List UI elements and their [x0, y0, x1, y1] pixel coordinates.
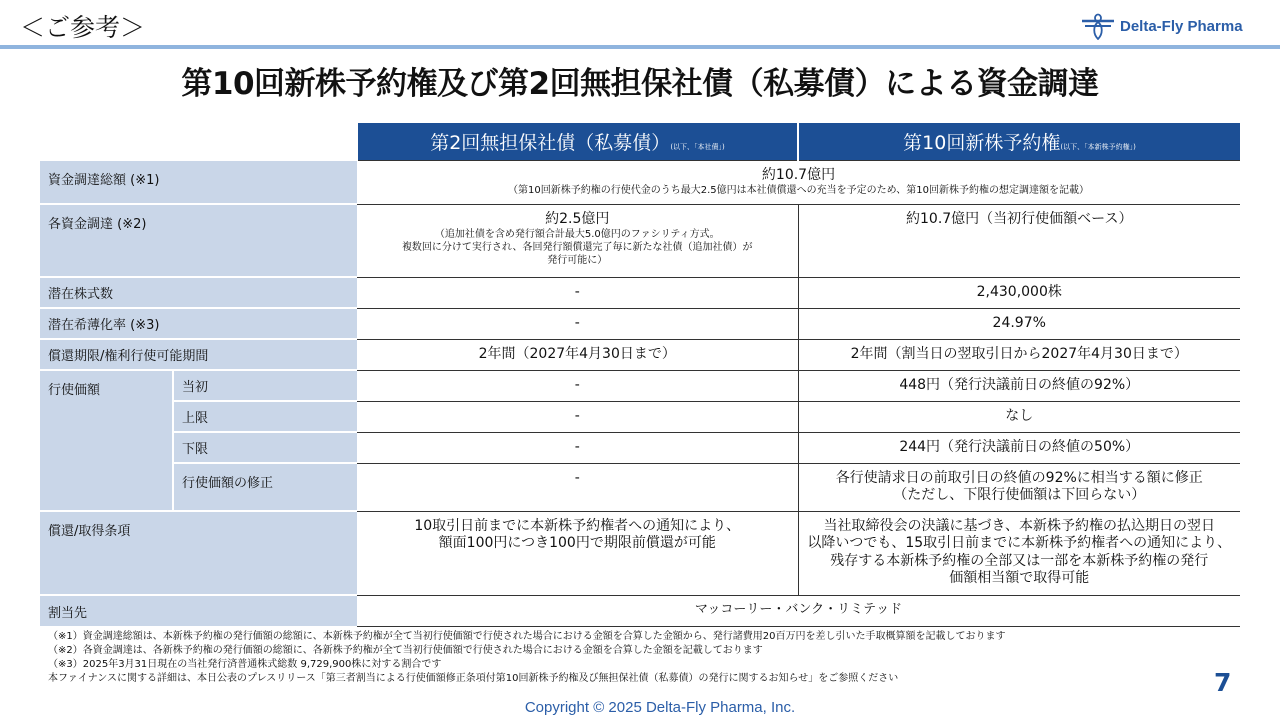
- redemption-warrant-line-2: 以降いつでも、15取引日前までに本新株予約権者への通知により、: [807, 535, 1232, 551]
- each-bond-note-1: （追加社債を含め発行額合計最大5.0億円のファシリティ方式。: [434, 229, 720, 240]
- period-warrant-value: 2年間（割当日の翌取引日から2027年4月30日まで）: [798, 339, 1240, 370]
- table-row-total: [40, 160, 1240, 204]
- redemption-warrant-line-4: 価額相当額で取得可能: [949, 570, 1090, 586]
- footnotes: [48, 630, 1005, 686]
- period-bond-value: 2年間（2027年4月30日まで）: [357, 339, 798, 370]
- row-label-price-lower: 下限: [173, 432, 357, 463]
- table-row-shares: [40, 277, 1240, 308]
- price-upper-bond-value: -: [357, 401, 798, 432]
- footnote-3: （※3）2025年3月31日現在の当社発行済普通株式総数 9,729,900株に対する割合です: [48, 659, 442, 670]
- table-row-price-initial: [40, 370, 1240, 401]
- price-lower-bond-value: -: [357, 432, 798, 463]
- table-row-each: [40, 204, 1240, 277]
- total-note: （第10回新株予約権の行使代金のうち最大2.5億円は本社債償還への充当を予定のため、第10回新株予約権の想定調達額を記載）: [508, 185, 1089, 196]
- page-title: 第10回新株予約権及び第2回無担保社債（私募債）による資金調達: [181, 66, 1099, 102]
- footnote-4: 本ファイナンスに関する詳細は、本日公表のプレスリリース「第三者割当による行使価額修正条項付第10回新株予約権及び無担保社債（私募債）の発行に関するお知らせ」をご参照ください: [48, 673, 899, 684]
- allottee-value: マッコーリー・バンク・リミテッド: [357, 595, 1240, 626]
- redemption-bond-line-1: 10取引日前までに本新株予約権者への通知により、: [414, 517, 741, 534]
- each-bond-cell: [357, 204, 798, 277]
- price-upper-warrant-value: なし: [798, 401, 1240, 432]
- table-row-price-revision: [40, 463, 1240, 511]
- footnote-2: （※2）各資金調達は、各新株予約権の発行価額の総額に、各新株予約権が全て当初行使価額で行使された場合における金額を合算した金額を記載しております: [48, 645, 763, 656]
- table-row-allottee: [40, 595, 1240, 626]
- price-revision-bond-value: -: [357, 463, 798, 511]
- dilution-warrant-value: 24.97%: [798, 308, 1240, 339]
- financing-table: [40, 123, 1240, 627]
- warrant-column-label: 第10回新株予約権: [903, 131, 1061, 154]
- price-lower-warrant-value: 244円（発行決議前日の終値の50%）: [798, 432, 1240, 463]
- header-blank-cell: [40, 123, 357, 160]
- shares-bond-value: -: [357, 277, 798, 308]
- company-logo: [1080, 12, 1243, 40]
- row-label-redemption: 償還/取得条項: [40, 511, 357, 595]
- row-label-price: 行使価額: [40, 370, 173, 511]
- table-row-price-lower: [40, 432, 1240, 463]
- row-label-each: 各資金調達 (※2): [40, 204, 357, 277]
- table-row-period: [40, 339, 1240, 370]
- row-label-total: 資金調達総額 (※1): [40, 160, 357, 204]
- redemption-bond-cell: [357, 511, 798, 595]
- price-revision-warrant-line-2: （ただし、下限行使価額は下回らない）: [893, 487, 1146, 503]
- section-label: ＜ご参考＞: [20, 13, 146, 42]
- each-warrant-value: 約10.7億円（当初行使価額ベース）: [798, 204, 1240, 277]
- redemption-bond-line-2: 額面100円につき100円で期限前償還が可能: [438, 535, 716, 551]
- row-label-price-initial: 当初: [173, 370, 357, 401]
- header-rule: [0, 45, 1280, 49]
- price-revision-warrant-cell: [798, 463, 1240, 511]
- price-revision-warrant-line-1: 各行使請求日の前取引日の終値の92%に相当する額に修正: [835, 469, 1203, 486]
- footnote-1: （※1）資金調達総額は、本新株予約権の発行価額の総額に、本新株予約権が全て当初行使価額で行使された場合における金額を合算した金額から、発行諸費用20百万円を差し引いた手取概算額を記載しております: [48, 631, 1006, 642]
- dragonfly-icon: [1080, 12, 1116, 40]
- redemption-warrant-line-1: 当社取締役会の決議に基づき、本新株予約権の払込期日の翌日: [823, 517, 1215, 534]
- logo-text: Delta-Fly Pharma: [1120, 17, 1243, 35]
- price-initial-warrant-value: 448円（発行決議前日の終値の92%）: [798, 370, 1240, 401]
- row-label-allottee: 割当先: [40, 595, 357, 626]
- total-value: 約10.7億円: [761, 166, 836, 183]
- dilution-bond-value: -: [357, 308, 798, 339]
- each-bond-note-3: 発行可能に）: [547, 255, 608, 266]
- total-value-cell: [357, 160, 1240, 204]
- table-row-redemption: [40, 511, 1240, 595]
- each-bond-note-2: 複数回に分けて実行され、各回発行額償還完了毎に新たな社債（追加社債）が: [401, 242, 753, 253]
- bond-column-header: [357, 123, 798, 160]
- copyright: Copyright © 2025 Delta-Fly Pharma, Inc.: [524, 699, 796, 716]
- row-label-price-revision: 行使価額の修正: [173, 463, 357, 511]
- bond-column-note: (以下、「本社債」): [670, 142, 725, 151]
- redemption-warrant-line-3: 残存する本新株予約権の全部又は一部を本新株予約権の発行: [830, 552, 1209, 569]
- row-label-price-upper: 上限: [173, 401, 357, 432]
- table-header-row: [40, 123, 1240, 160]
- bond-column-label: 第2回無担保社債（私募債）: [430, 131, 671, 154]
- shares-warrant-value: 2,430,000株: [798, 277, 1240, 308]
- page-number: 7: [1214, 668, 1232, 697]
- warrant-column-header: [798, 123, 1240, 160]
- row-label-dilution: 潜在希薄化率 (※3): [40, 308, 357, 339]
- table-row-price-upper: [40, 401, 1240, 432]
- each-bond-value: 約2.5億円: [545, 210, 610, 227]
- redemption-warrant-cell: [798, 511, 1240, 595]
- warrant-column-note: (以下、「本新株予約権」): [1060, 142, 1136, 151]
- table-row-dilution: [40, 308, 1240, 339]
- row-label-shares: 潜在株式数: [40, 277, 357, 308]
- row-label-period: 償還期限/権利行使可能期間: [40, 339, 357, 370]
- price-initial-bond-value: -: [357, 370, 798, 401]
